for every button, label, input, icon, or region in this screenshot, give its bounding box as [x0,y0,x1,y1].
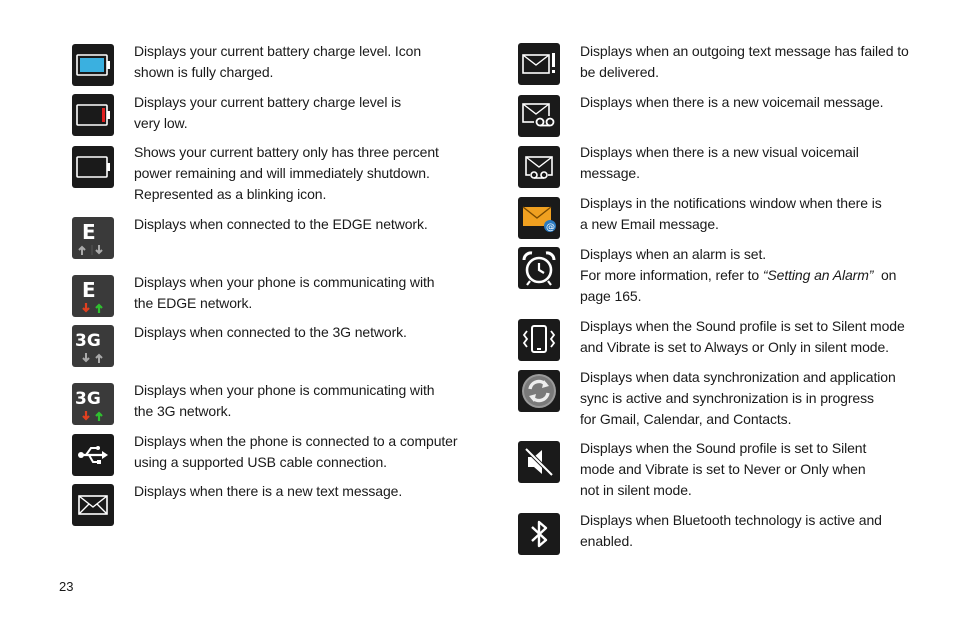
alarm-description: Displays when an alarm is set. For more information, refer to “Setting an Alarm” on page 165. [580,246,897,304]
bluetooth-description: Displays when Bluetooth technology is active and enabled. [580,512,882,549]
silent-no-vibrate-icon [518,441,560,483]
svg-text:3G: 3G [75,331,101,351]
voicemail-icon [518,95,560,137]
alarm-icon [518,247,560,289]
battery-empty-description: Shows your current battery only has three percent power remaining and will immediately shutdown. Represented as a blinking icon. [134,144,439,202]
silent-vibrate-icon [518,319,560,361]
usb-description: Displays when the phone is connected to a computer using a supported USB cable connection. [134,433,458,470]
battery-full-description: Displays your current battery charge level. Icon shown is fully charged. [134,43,421,80]
message-failed-icon [518,43,560,85]
battery-low-icon [72,94,114,136]
3g-network-icon [72,325,114,367]
alarm-reference-link[interactable]: “Setting an Alarm” [762,267,874,283]
edge-network-description: Displays when connected to the EDGE network. [134,216,428,232]
voicemail-description: Displays when there is a new voicemail message. [580,94,884,110]
sync-description: Displays when data synchronization and application sync is active and synchronization is in progress for Gmail, Calendar, and Contacts. [580,369,896,427]
silent-vibrate-description: Displays when the Sound profile is set to Silent mode and Vibrate is set to Always or Only in silent mode. [580,318,905,355]
svg-text:@: @ [546,222,555,233]
3g-communicating-description: Displays when your phone is communicating with the 3G network. [134,382,435,419]
edge-communicating-description: Displays when your phone is communicating with the EDGE network. [134,274,435,311]
visual-voicemail-description: Displays when there is a new visual voicemail message. [580,144,859,181]
3g-network-description: Displays when connected to the 3G network. [134,324,407,340]
visual-voicemail-icon [518,146,560,188]
edge-network-icon [72,217,114,259]
silent-no-vibrate-description: Displays when the Sound profile is set to Silent mode and Vibrate is set to Never or Only when not in silent mode. [580,440,867,498]
email-icon [518,197,560,239]
email-description: Displays in the notifications window when there is a new Email message. [580,195,882,232]
battery-full-icon [72,44,114,86]
svg-text:3G: 3G [75,389,101,409]
svg-text:E: E [82,278,96,302]
edge-communicating-icon [72,275,114,317]
3g-communicating-icon [72,383,114,425]
text-message-icon [72,484,114,526]
message-failed-description: Displays when an outgoing text message has failed to be delivered. [580,43,909,80]
battery-low-description: Displays your current battery charge level is very low. [134,94,402,131]
battery-empty-icon [72,146,114,188]
usb-icon [72,434,114,476]
text-message-description: Displays when there is a new text message. [134,483,403,499]
bluetooth-icon [518,513,560,555]
sync-icon [518,370,560,412]
page-number: 23 [59,579,74,594]
svg-text:E: E [82,220,96,244]
